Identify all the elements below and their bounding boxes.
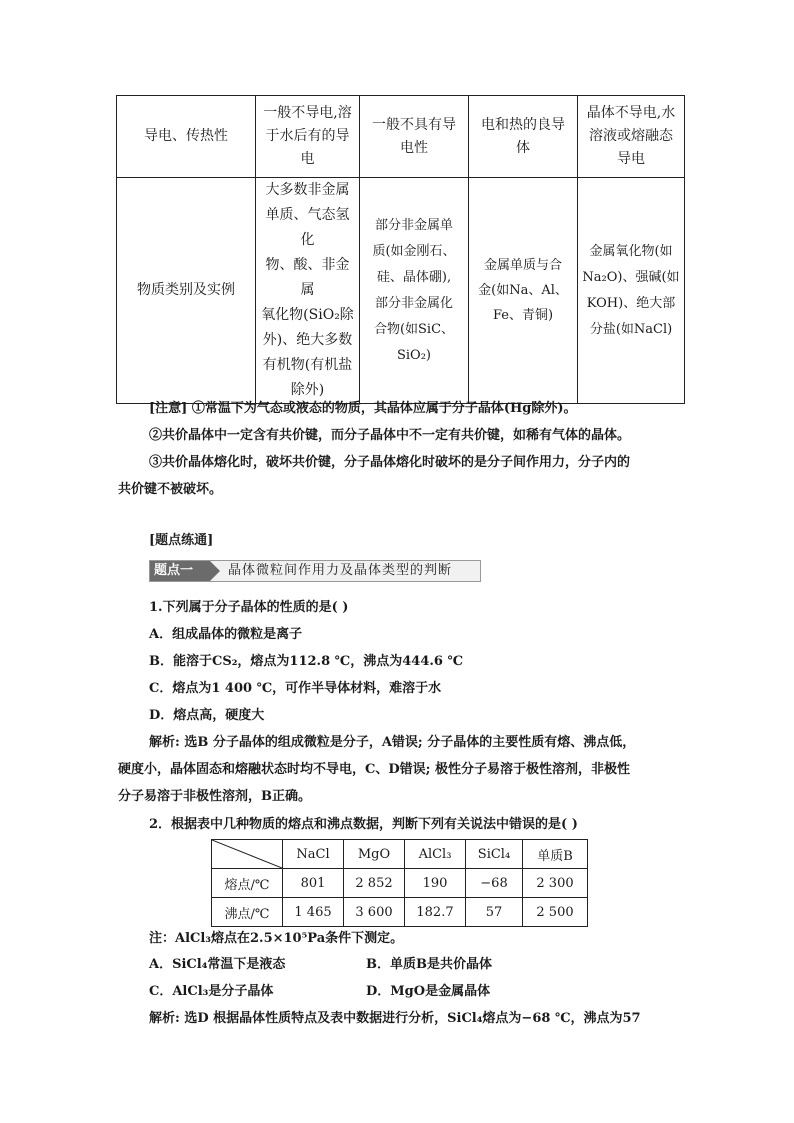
- note-2: ②共价晶体中一定含有共价键，而分子晶体中不一定有共价键，如稀有气体的晶体。: [149, 428, 631, 443]
- q2-option-b: B．单质B是共价晶体: [366, 957, 492, 972]
- header-alcl3: AlCl₃: [405, 840, 466, 869]
- banner-tag: 题点一: [150, 561, 210, 581]
- table-cell: 3 600: [344, 898, 405, 927]
- header-sicl4: SiCl₄: [466, 840, 523, 869]
- q1-option-c: C．熔点为1 400 ℃，可作半导体材料，难溶于水: [149, 681, 442, 696]
- table-cell: 190: [405, 869, 466, 898]
- table-cell: 182.7: [405, 898, 466, 927]
- cell-metallic-examples: 金属单质与合 金(如Na、Al、 Fe、青铜): [469, 178, 578, 404]
- q1-explanation-1: 解析: 选B 分子晶体的组成微粒是分子，A错误; 分子晶体的主要性质有熔、沸点低，: [149, 735, 636, 750]
- melting-boiling-table: [211, 839, 588, 927]
- table-cell: 2 300: [523, 869, 588, 898]
- table-cell: 2 852: [344, 869, 405, 898]
- q2-note: 注：AlCl₃熔点在2.5×10⁵Pa条件下测定。: [149, 931, 404, 946]
- table-cell: 1 465: [283, 898, 344, 927]
- table-header-row: [212, 840, 588, 869]
- q2-explanation-1: 解析: 选D 根据晶体性质特点及表中数据进行分析，SiCl₄熔点为−68 ℃，沸点为57: [149, 1011, 641, 1026]
- row-label-examples: 物质类别及实例: [117, 178, 256, 404]
- banner-title: 晶体微粒间作用力及晶体类型的判断: [228, 563, 453, 578]
- header-nacl: NaCl: [283, 840, 344, 869]
- q2-stem: 2．根据表中几种物质的熔点和沸点数据，判断下列有关说法中错误的是( ): [149, 817, 578, 832]
- diagonal-line: [212, 840, 282, 868]
- header-mgo: MgO: [344, 840, 405, 869]
- q1-explanation-3: 分子易溶于非极性溶剂，B正确。: [118, 789, 311, 804]
- note-1: [注意] ①常温下为气态或液态的物质，其晶体应属于分子晶体(Hg除外)。: [149, 401, 577, 416]
- q1-option-b: B．能溶于CS₂，熔点为112.8 ℃，沸点为444.6 ℃: [149, 654, 464, 669]
- cell-molecular-conductivity: 一般不导电,溶 于水后有的导 电: [256, 96, 360, 178]
- table-row: [212, 898, 588, 927]
- q2-option-a: A．SiCl₄常温下是液态: [149, 957, 286, 972]
- q2-option-d: D．MgO是金属晶体: [366, 984, 491, 999]
- q1-stem: 1.下列属于分子晶体的性质的是( ): [149, 600, 349, 615]
- table-row: [117, 178, 685, 404]
- topic-banner: [149, 560, 481, 582]
- row-label-conductivity: 导电、传热性: [117, 96, 256, 178]
- q1-explanation-2: 硬度小，晶体固态和熔融状态时均不导电，C、D错误; 极性分子易溶于极性溶剂，非极性: [118, 762, 630, 777]
- cell-ionic-examples: 金属氧化物(如 Na₂O)、强碱(如 KOH)、绝大部 分盐(如NaCl): [578, 178, 685, 404]
- table-row: [212, 869, 588, 898]
- cell-covalent-examples: 部分非金属单 质(如金刚石、 硅、晶体硼), 部分非金属化 合物(如SiC、 SiO₂): [360, 178, 469, 404]
- table-cell: 801: [283, 869, 344, 898]
- cell-ionic-conductivity: 晶体不导电,水 溶液或熔融态 导电: [578, 96, 685, 178]
- diagonal-header-cell: [212, 840, 283, 869]
- note-3-cont: 共价键不被破坏。: [118, 482, 223, 497]
- table-cell: 57: [466, 898, 523, 927]
- q1-option-a: A．组成晶体的微粒是离子: [149, 627, 303, 642]
- header-element-b: 单质B: [523, 840, 588, 869]
- row-label-boiling: 沸点/℃: [212, 898, 283, 927]
- crystal-property-table: [116, 95, 685, 404]
- row-label-melting: 熔点/℃: [212, 869, 283, 898]
- cell-molecular-examples: 大多数非金属 单质、气态氢化 物、酸、非金属 氧化物(SiO₂除 外)、绝大多数 有机物(有机盐 除外): [256, 178, 360, 404]
- cell-metallic-conductivity: 电和热的良导 体: [469, 96, 578, 178]
- note-3: ③共价晶体熔化时，破坏共价键，分子晶体熔化时破坏的是分子间作用力，分子内的: [149, 455, 631, 470]
- q2-option-c: C．AlCl₃是分子晶体: [149, 984, 274, 999]
- table-cell: −68: [466, 869, 523, 898]
- table-cell: 2 500: [523, 898, 588, 927]
- section-heading: [题点练通]: [149, 533, 214, 548]
- cell-covalent-conductivity: 一般不具有导 电性: [360, 96, 469, 178]
- q1-option-d: D．熔点高，硬度大: [149, 708, 265, 723]
- table-row: [117, 96, 685, 178]
